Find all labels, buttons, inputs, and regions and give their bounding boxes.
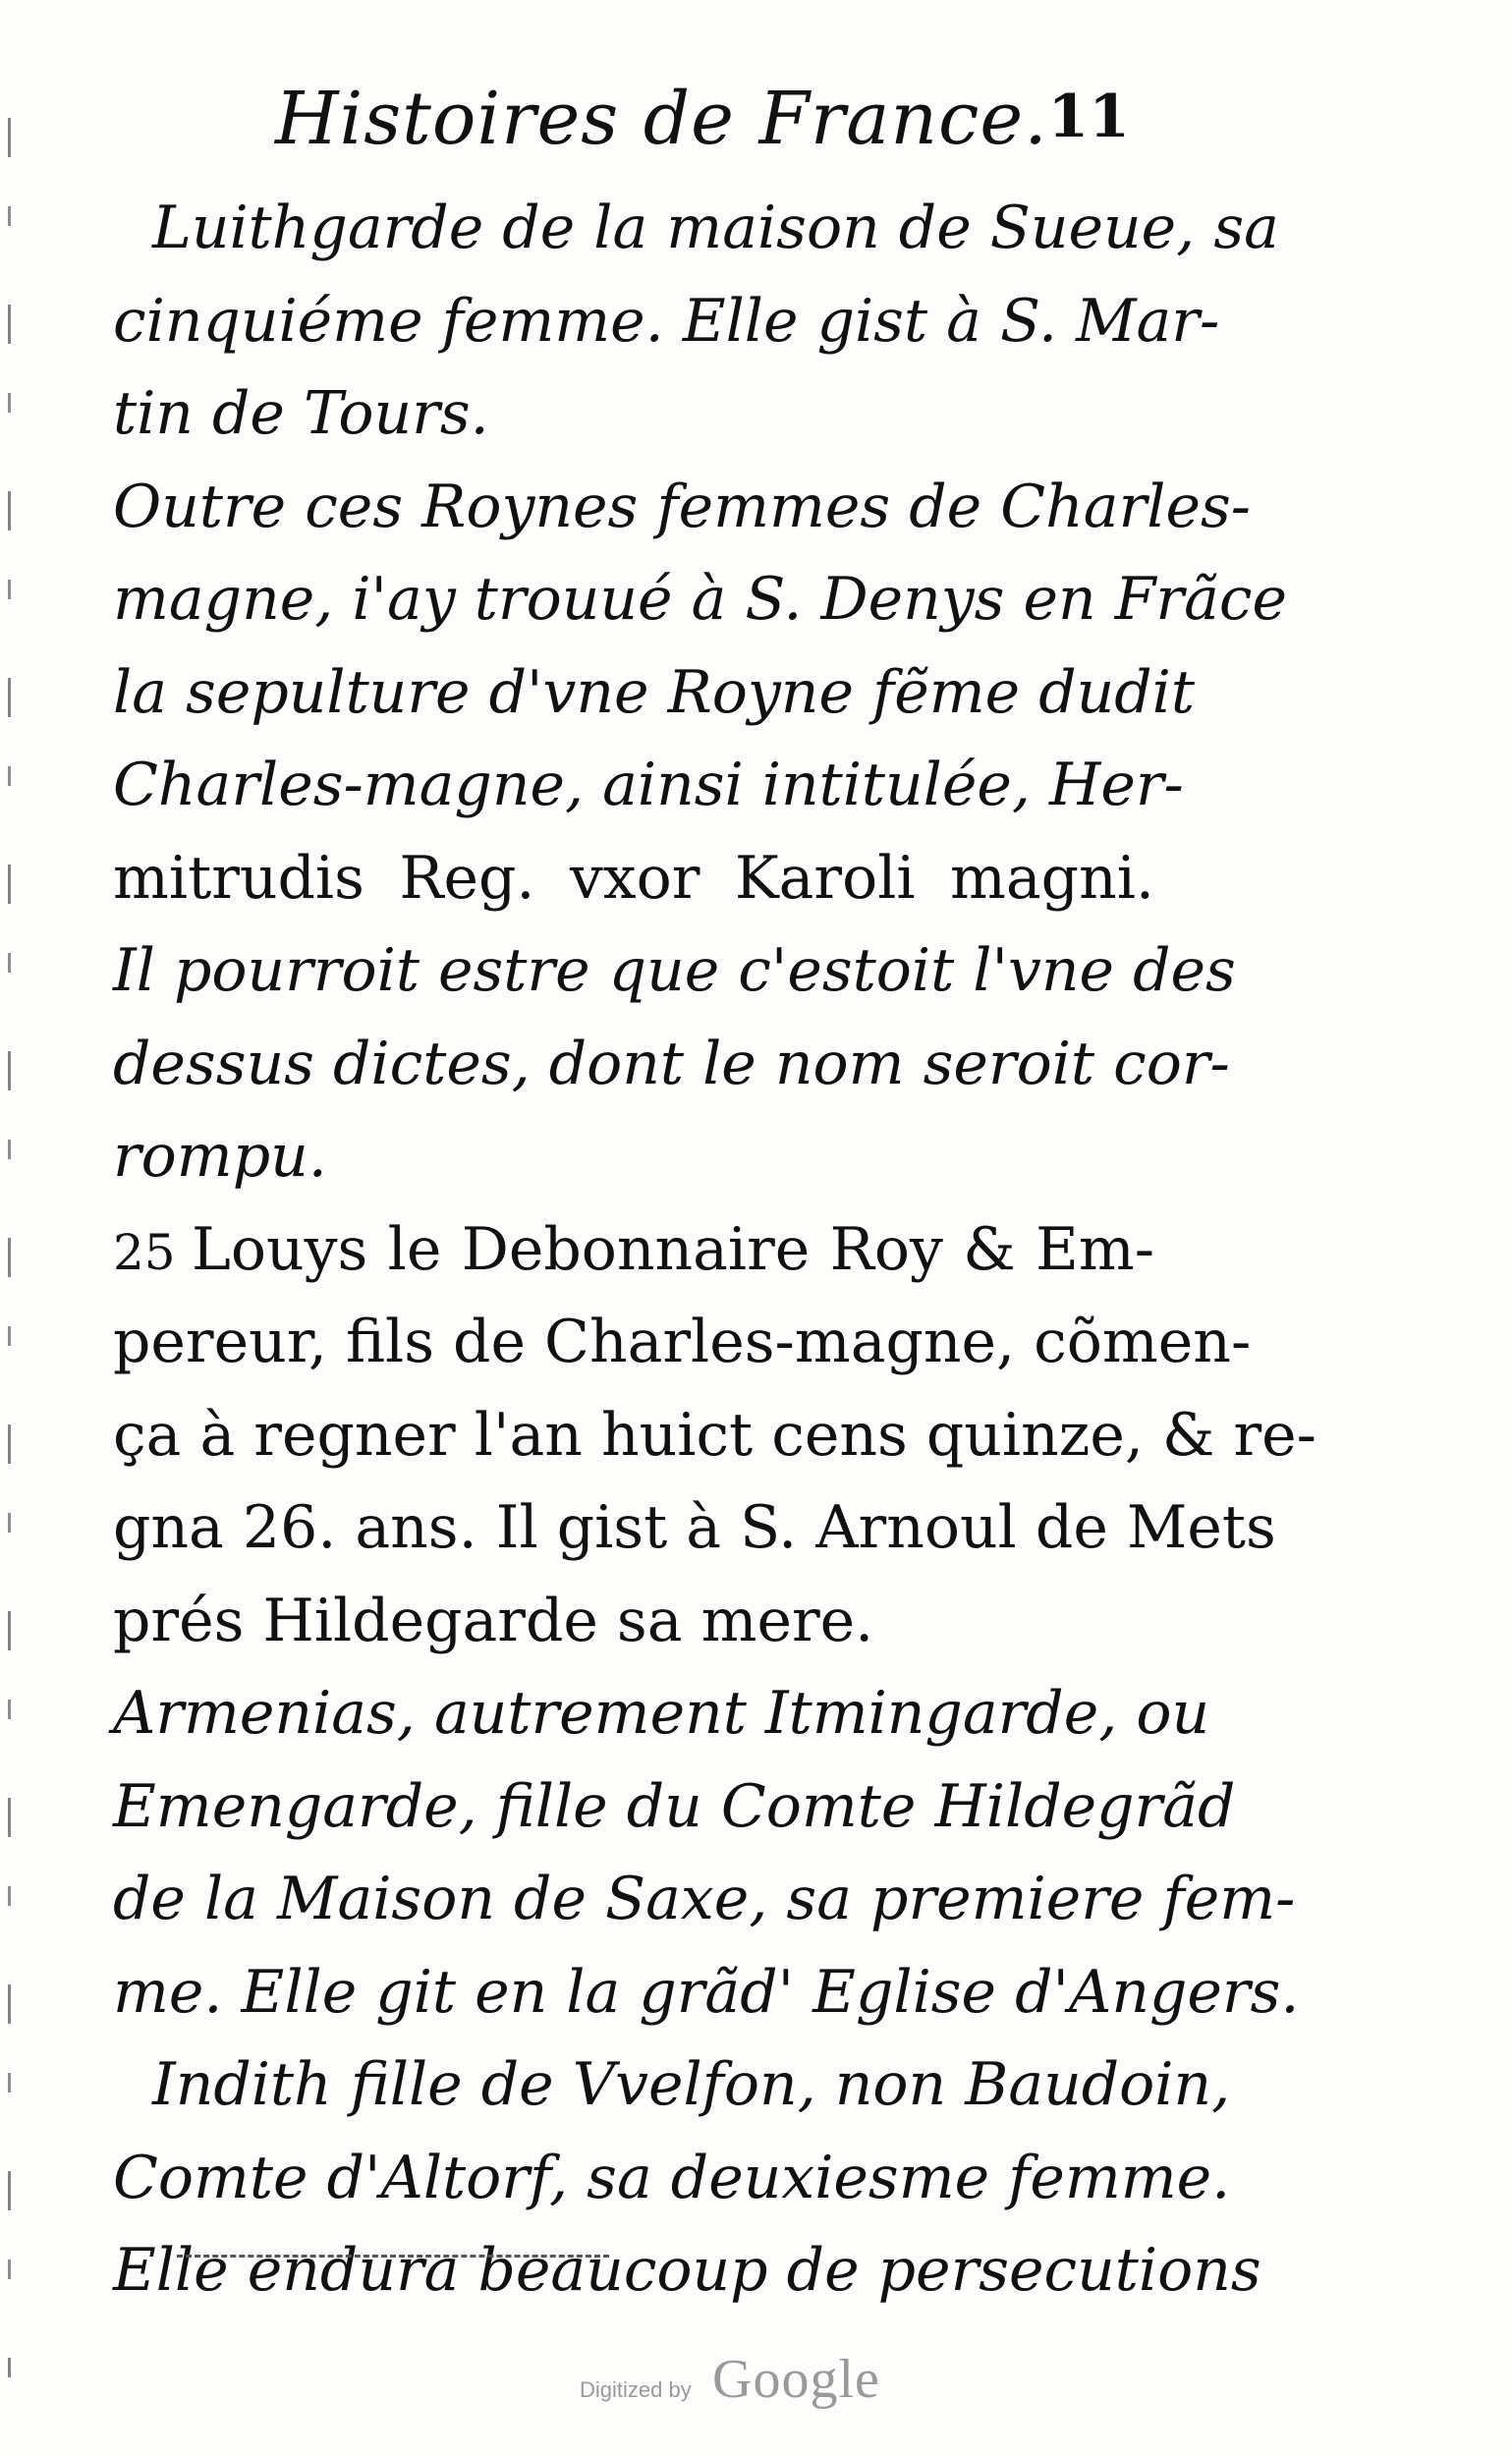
text-line: Elle endura beaucoup de persecutions — [113, 2236, 1261, 2305]
text-line: magne, i'ay trouué à S. Denys en Frãce — [113, 565, 1287, 634]
footer-dashes — [177, 2255, 609, 2258]
digitized-watermark — [580, 2348, 914, 2427]
scan-edge-shadow — [8, 118, 11, 2377]
text-line: gna 26. ans. Il gist à S. Arnoul de Mets — [113, 1493, 1276, 1562]
text-line: Il pourroit estre que c'estoit l'vne des — [113, 936, 1236, 1005]
text-line: rompu. — [113, 1122, 327, 1191]
running-head — [265, 77, 1130, 165]
watermark-prefix: Digitized by — [580, 2377, 692, 2402]
marginal-number: 25 — [113, 1223, 176, 1281]
text-line: Louys le Debonnaire Roy & Em- — [192, 1214, 1154, 1284]
text-line: pereur, fils de Charles-magne, cõmen- — [113, 1308, 1252, 1376]
page-title: Histoires de France. — [275, 77, 1048, 161]
text-line: Armenias, autrement Itmingarde, ou — [113, 1679, 1210, 1748]
text-line-with-marker — [113, 1203, 1154, 1297]
text-line: me. Elle git en la grãd' Eglise d'Angers. — [113, 1957, 1300, 2027]
text-line: Indith fille de Vvelfon, non Baudoin, — [152, 2050, 1231, 2119]
text-line: Emengarde, fille du Comte Hildegrãd — [113, 1771, 1236, 1841]
text-line: cinquiéme femme. Elle gist à S. Mar- — [113, 286, 1220, 356]
text-line: de la Maison de Saxe, sa premiere fem- — [113, 1865, 1296, 1933]
body-text — [113, 182, 1316, 2317]
text-line: Outre ces Roynes femmes de Charles- — [113, 472, 1252, 541]
text-line: dessus dictes, dont le nom seroit cor- — [113, 1029, 1230, 1098]
text-line: Luithgarde de la maison de Sueue, sa — [152, 194, 1279, 262]
page-number: 11 — [1047, 83, 1130, 151]
text-line: tin de Tours. — [113, 379, 489, 448]
text-line: la sepulture d'vne Royne fẽme dudit — [113, 657, 1195, 727]
text-line: mitrudis Reg. vxor Karoli magni. — [113, 843, 1154, 913]
text-line: Comte d'Altorf, sa deuxiesme femme. — [113, 2143, 1231, 2212]
text-line: Charles-magne, ainsi intitulée, Her- — [113, 751, 1184, 819]
text-line: ça à regner l'an huict cens quinze, & re- — [113, 1400, 1316, 1470]
text-line: prés Hildegarde sa mere. — [113, 1586, 874, 1655]
watermark-logo: Google — [712, 2349, 880, 2410]
